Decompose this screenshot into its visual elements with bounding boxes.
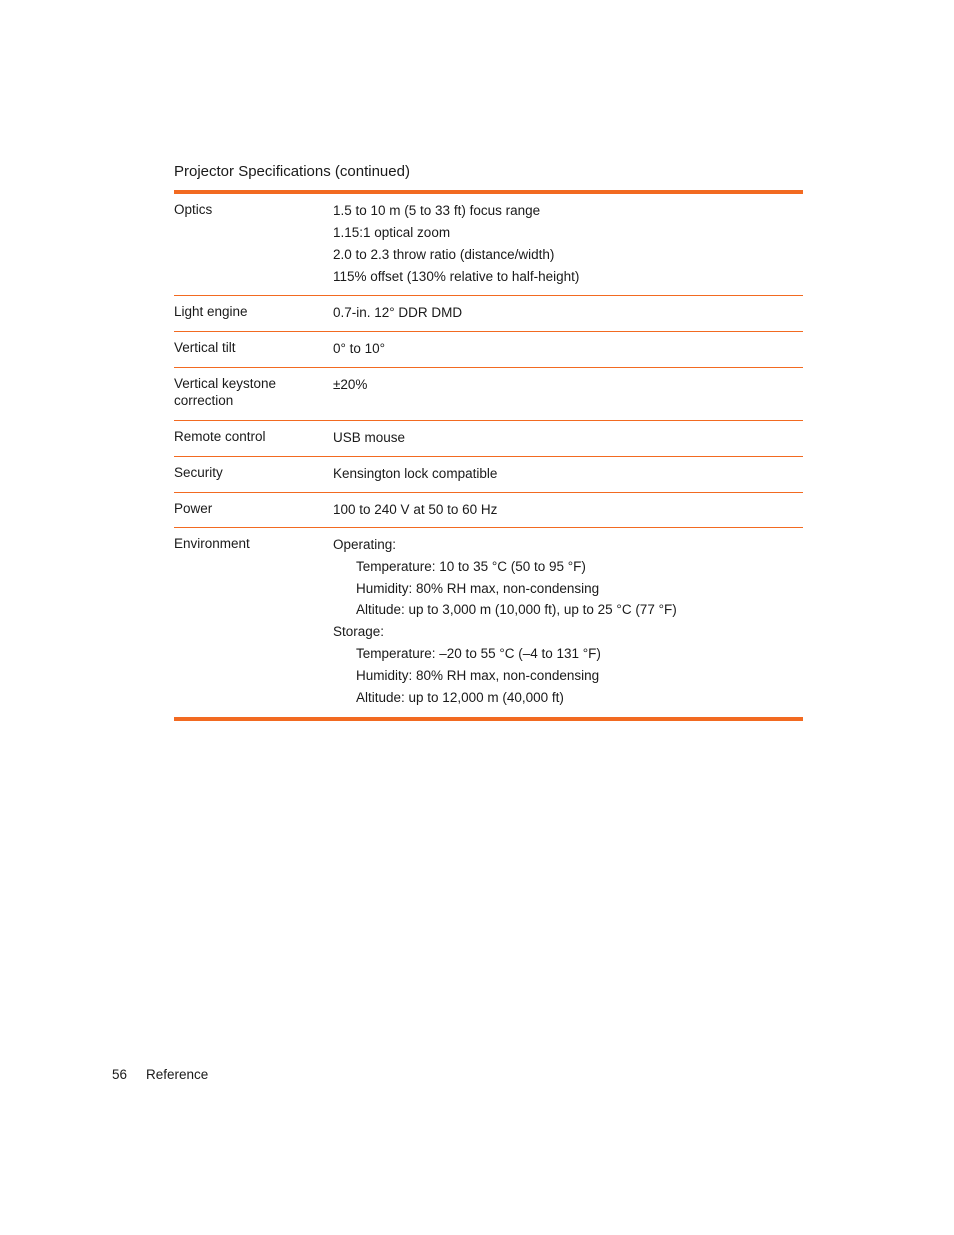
spec-value-line: Temperature: 10 to 35 °C (50 to 95 °F) bbox=[356, 558, 586, 574]
table-title: Projector Specifications (continued) bbox=[174, 163, 410, 180]
spec-label: Security bbox=[174, 465, 223, 480]
footer-section-title: Reference bbox=[146, 1067, 209, 1082]
spec-value-line: Altitude: up to 12,000 m (40,000 ft) bbox=[356, 689, 564, 705]
spec-value-line: 0.7-in. 12° DDR DMD bbox=[333, 305, 463, 320]
spec-values bbox=[333, 534, 803, 711]
spec-row-environment bbox=[174, 527, 803, 717]
spec-value-line: 2.0 to 2.3 throw ratio (distance/width) bbox=[333, 247, 555, 262]
spec-values bbox=[333, 463, 803, 486]
spec-value-line: USB mouse bbox=[333, 430, 406, 445]
spec-row-optics bbox=[174, 194, 803, 295]
page-footer bbox=[112, 1067, 208, 1082]
spec-label: Environment bbox=[174, 536, 250, 551]
spec-value-line: Humidity: 80% RH max, non-condensing bbox=[356, 580, 600, 596]
spec-values bbox=[333, 427, 803, 450]
spec-values bbox=[333, 200, 803, 289]
spec-row-remote-control bbox=[174, 420, 803, 456]
spec-value-line: Altitude: up to 3,000 m (10,000 ft), up to 25 °C (77 °F) bbox=[356, 602, 677, 618]
spec-values bbox=[333, 499, 803, 521]
spec-row-light-engine bbox=[174, 295, 803, 331]
spec-row-vertical-tilt bbox=[174, 331, 803, 367]
spec-label: Light engine bbox=[174, 304, 248, 319]
spec-label: Remote control bbox=[174, 429, 266, 444]
spec-values bbox=[333, 338, 803, 361]
page-number: 56 bbox=[112, 1067, 128, 1082]
spec-value-line: Kensington lock compatible bbox=[333, 466, 498, 481]
spec-value-line: 100 to 240 V at 50 to 60 Hz bbox=[333, 502, 498, 517]
spec-value-line: 0° to 10° bbox=[333, 341, 386, 356]
spec-value-line: 115% offset (130% relative to half-height) bbox=[333, 269, 580, 284]
spec-label: Vertical keystone correction bbox=[174, 376, 277, 408]
spec-value-line: ±20% bbox=[333, 377, 368, 392]
spec-value-line: Storage: bbox=[333, 624, 385, 640]
spec-value-line: 1.15:1 optical zoom bbox=[333, 225, 451, 240]
spec-label: Vertical tilt bbox=[174, 340, 236, 355]
spec-values bbox=[333, 374, 803, 414]
spec-table bbox=[174, 190, 803, 721]
spec-row-vertical-keystone bbox=[174, 367, 803, 420]
spec-values bbox=[333, 302, 803, 325]
spec-label: Power bbox=[174, 501, 213, 516]
spec-row-security bbox=[174, 456, 803, 492]
spec-value-line: Operating: bbox=[333, 537, 397, 552]
spec-label: Optics bbox=[174, 202, 213, 217]
spec-value-line: 1.5 to 10 m (5 to 33 ft) focus range bbox=[333, 203, 541, 218]
spec-value-line: Humidity: 80% RH max, non-condensing bbox=[356, 667, 600, 683]
spec-row-power bbox=[174, 492, 803, 527]
spec-value-line: Temperature: –20 to 55 °C (–4 to 131 °F) bbox=[356, 645, 601, 661]
